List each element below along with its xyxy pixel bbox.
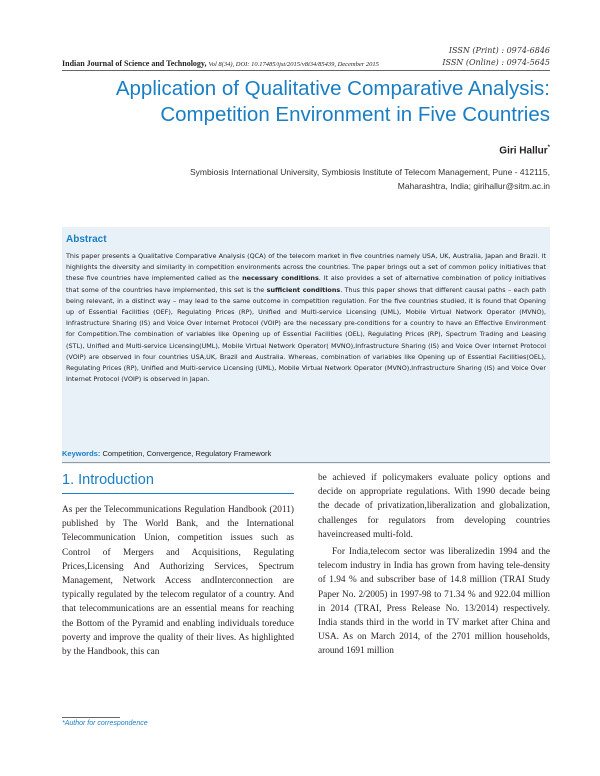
affiliation-line-1: Symbiosis International University, Symbiosis Institute of Telecom Management, Pune - 412115, — [189, 167, 550, 177]
issn-online: ISSN (Online) : 0974-5645 — [442, 58, 550, 67]
author-name — [499, 145, 550, 156]
abstract-box — [62, 227, 550, 464]
author-name-text: Giri Hallur — [499, 145, 548, 157]
keywords-label: Keywords: — [62, 449, 101, 458]
abstract-text-part-1: This paper presents a Qualitative Comparative Analysis (QCA) of the telecom market in five countries namely USA, UK, Australia, Japan and Brazil. It highlights the diversity and similarity in competition environments across the countries. The paper brings out a set of common policy initiatives that these five countries have implemented called as the — [66, 252, 546, 283]
abstract-text-part-3: . Thus this paper shows that different causal paths – each path being relevant, in a distinct way – may lead to the same outcome in competition regulation. For the five countries studied, it is found that Opening up of Essential Facilities (OEF), Regulating Prices (RP), Unified and Multi-service Licensing (UML), Mobile Virtual Network Operator (MVNO), Infrastructure Sharing (IS) and Voice Over Internet Protocol (VOIP) are the necessary pre-conditions for a country to have an Effective Environment for Competition.The combination of variables like Opening up of Essential Facilities (OEL), Regulating Prices (RP), Spectrum Trading and Leasing (STL), Unified and Multi-service Licensing(UML), Mobile Virtual Network Operator( MVNO),Infrastructure Sharing (IS) and Voice Over Internet Protocol (VOIP) are observed in four countries USA,UK, Brazil and Australia. Whereas, combination of variables like Opening up of Essential Facilities(OEL), Regulating Prices (RP), Unified and Multi-service Licensing (UML), Mobile Virtual Network Operator (MVNO),Infrastructure Sharing (IS) and Voice Over Internet Protocol (VOIP) is observed in Japan. — [66, 285, 547, 384]
title-line-2: Competition Environment in Five Countries — [160, 103, 550, 126]
correspondence-marker: * — [547, 145, 550, 151]
keywords — [62, 449, 271, 458]
section-heading-introduction: 1. Introduction — [62, 472, 154, 488]
footnote-divider — [62, 717, 120, 718]
journal-citation — [62, 59, 379, 68]
keywords-divider — [62, 462, 550, 463]
journal-name: Indian Journal of Science and Technology, — [62, 59, 207, 68]
journal-meta: Vol 8(34), DOI: 10.17485/ijst/2015/v8i34/85439, December 2015 — [208, 61, 379, 68]
necessary-conditions-term: necessary conditions — [242, 274, 319, 283]
author-affiliation — [140, 165, 550, 193]
abstract-heading: Abstract — [66, 234, 107, 245]
right-column — [318, 471, 550, 659]
intro-paragraph-2: be achieved if policymakers evaluate policy options and decide on appropriate regulations. With 1990 decade being the decade of privatization,liberalization and globalization, challenges for regulators from developing countries haveincreased multi-fold. — [318, 473, 550, 540]
paper-title — [62, 76, 550, 128]
intro-paragraph-3: For India,telecom sector was liberalizedin 1994 and the telecom industry in India has grown from having tele-density of 1.94 % and subscriber base of 14.8 million (TRAI Study Paper No. 2/2005) in 1997-98 to 71.34 % and 922.04 million in 2014 (TRAI, Press Release No. 13/2014) respectively. India stands third in the world in TV market after China and USA. As on March 2014, of the 2701 million households, around 1691 million — [318, 547, 550, 657]
footnote: *Author for correspondence — [62, 720, 148, 727]
section-heading-rule — [62, 493, 294, 494]
abstract-text-part-2: . It also provides a set of alternative combination of policy initiatives that some of the countries have implemented, this set is the — [66, 274, 546, 294]
header-divider — [62, 70, 550, 71]
issn-print: ISSN (Print) : 0974-6846 — [448, 46, 550, 55]
keywords-text: Competition, Convergence, Regulatory Framework — [102, 449, 272, 458]
intro-paragraph-1: As per the Telecommunications Regulation Handbook (2011) published by The World Bank, and the International Telecommunication Union, competition issues such as Control of Mergers and Acquisitions, Regulating Prices,Licensing And Authorizing Services, Spectrum Management, Network Access andInterconnection are typically regulated by the telecom regulator of a country. And that telecommunications are an essential means for reaching the Bottom of the Pyramid and enabling individuals toreduce poverty and improve the quality of their lives. As highlighted by the Handbook, this can — [62, 505, 294, 658]
affiliation-line-2: Maharashtra, India; girihallur@sitm.ac.in — [397, 181, 550, 191]
abstract-text — [66, 251, 546, 385]
sufficient-conditions-term: sufficient conditions — [266, 285, 341, 294]
left-column — [62, 503, 294, 659]
title-line-1: Application of Qualitative Comparative Analysis: — [115, 77, 550, 100]
